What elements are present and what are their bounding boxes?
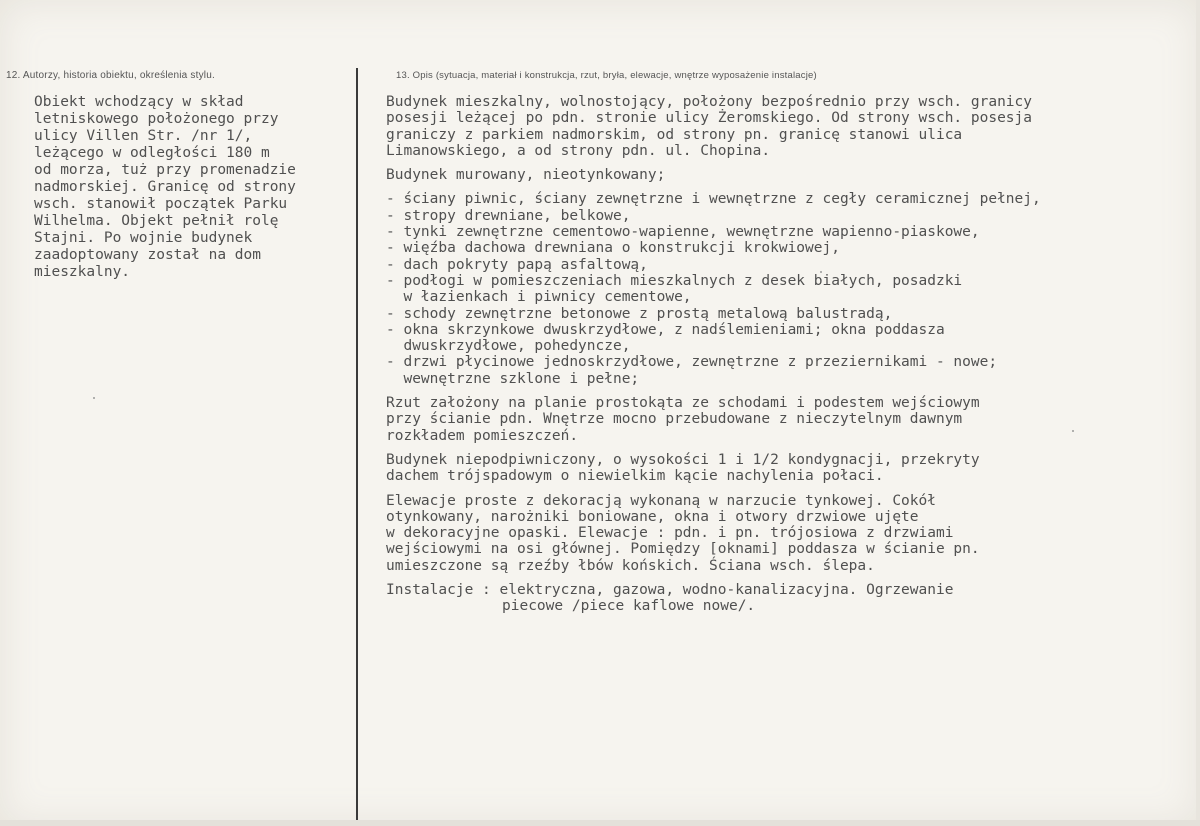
- history-line: leżącego w odległości 180 m: [34, 145, 270, 161]
- paper-speck: [1072, 430, 1074, 432]
- list-item: - drzwi płycinowe jednoskrzydłowe, zewnętrzne z przeziernikami - nowe;: [386, 354, 998, 371]
- card-edge-bottom: [0, 820, 1200, 826]
- text-line: posesji leżącej po pdn. stronie ulicy Żeromskiego. Od strony wsch. posesja: [386, 110, 1033, 127]
- list-item: - podłogi w pomieszczeniach mieszkalnych z desek białych, posadzki: [386, 272, 963, 289]
- description-text: [386, 94, 1176, 615]
- text-line: Instalacje : elektryczna, gazowa, wodno-kanalizacyjna. Ogrzewanie: [386, 582, 954, 599]
- list-item: - dach pokryty papą asfaltową,: [386, 256, 648, 273]
- location-paragraph: [386, 94, 1176, 159]
- paper-speck: [820, 271, 822, 273]
- text-line: rozkładem pomieszczeń.: [386, 427, 579, 444]
- history-line: wsch. stanowił początek Parku: [34, 196, 288, 212]
- text-line: piecowe /piece kaflowe nowe/.: [502, 598, 756, 615]
- card-edge-right: [1196, 0, 1200, 826]
- installations-paragraph: [386, 582, 1176, 615]
- text-line: graniczy z parkiem nadmorskim, od strony pn. granicę stanowi ulica: [386, 126, 963, 143]
- history-line: ulicy Villen Str. /nr 1/,: [34, 128, 253, 144]
- history-line: Wilhelma. Objekt pełnił rolę: [34, 213, 279, 229]
- construction-list: [386, 191, 1176, 387]
- list-item: - schody zewnętrzne betonowe z prostą metalową balustradą,: [386, 305, 893, 322]
- list-item: - stropy drewniane, belkowe,: [386, 207, 631, 224]
- list-item: - ściany piwnic, ściany zewnętrzne i wewnętrzne z cegły ceramicznej pełnej,: [386, 191, 1041, 208]
- massing-paragraph: [386, 452, 1176, 485]
- history-line: zaadoptowany został na dom: [34, 247, 261, 263]
- column-divider: [356, 68, 358, 826]
- text-line: w dekoracyjne opaski. Elewacje : pdn. i pn. trójosiowa z drzwiami: [386, 525, 954, 542]
- section-12-header: 12. Autorzy, historia obiektu, określenia stylu.: [6, 70, 215, 81]
- paper-speck: [93, 397, 95, 399]
- history-line: letniskowego położonego przy: [34, 111, 279, 127]
- list-item: - okna skrzynkowe dwuskrzydłowe, z nadślemieniami; okna poddasza: [386, 321, 945, 338]
- construction-intro: [386, 167, 1176, 183]
- list-item: - tynki zewnętrzne cementowo-wapienne, wewnętrzne wapienno-piaskowe,: [386, 224, 980, 241]
- history-line: mieszkalny.: [34, 264, 131, 280]
- text-line: wejściowymi na osi głównej. Pomiędzy [oknami] poddasza w ścianie pn.: [386, 541, 980, 558]
- text-line: Elewacje proste z dekoracją wykonaną w narzucie tynkowej. Cokół: [386, 492, 936, 509]
- list-item: wewnętrzne szklone i pełne;: [386, 370, 640, 387]
- list-item: dwuskrzydłowe, pohedyncze,: [386, 338, 631, 355]
- history-line: Stajni. Po wojnie budynek: [34, 230, 253, 246]
- text-line: umieszczone są rzeźby łbów końskich. Ściana wsch. ślepa.: [386, 557, 875, 574]
- text-line: Limanowskiego, a od strony pdn. ul. Chopina.: [386, 142, 771, 159]
- section-13-header: 13. Opis (sytuacja, materiał i konstrukcja, rzut, bryła, elewacje, wnętrze wyposażenie instalacje): [396, 70, 817, 81]
- list-item: - więźba dachowa drewniana o konstrukcji krokwiowej,: [386, 240, 840, 257]
- text-line: Budynek niepodpiwniczony, o wysokości 1 i 1/2 kondygnacji, przekryty: [386, 451, 980, 468]
- plan-paragraph: [386, 395, 1176, 444]
- text-line: przy ścianie pdn. Wnętrze mocno przebudowane z nieczytelnym dawnym: [386, 411, 963, 428]
- text-line: dachem trójspadowym o niewielkim kącie nachylenia połaci.: [386, 468, 884, 485]
- elevations-paragraph: [386, 493, 1176, 574]
- text-line: otynkowany, narożniki boniowane, okna i otwory drzwiowe ujęte: [386, 508, 919, 525]
- history-text: [34, 94, 334, 281]
- text-line: Budynek murowany, nieotynkowany;: [386, 167, 666, 184]
- history-line: od morza, tuż przy promenadzie: [34, 162, 296, 178]
- list-item: w łazienkach i piwnicy cementowe,: [386, 289, 692, 306]
- text-line: Rzut założony na planie prostokąta ze schodami i podestem wejściowym: [386, 395, 980, 412]
- text-line: Budynek mieszkalny, wolnostojący, położony bezpośrednio przy wsch. granicy: [386, 94, 1033, 110]
- history-line: nadmorskiej. Granicę od strony: [34, 179, 296, 195]
- history-line: Obiekt wchodzący w skład: [34, 94, 244, 110]
